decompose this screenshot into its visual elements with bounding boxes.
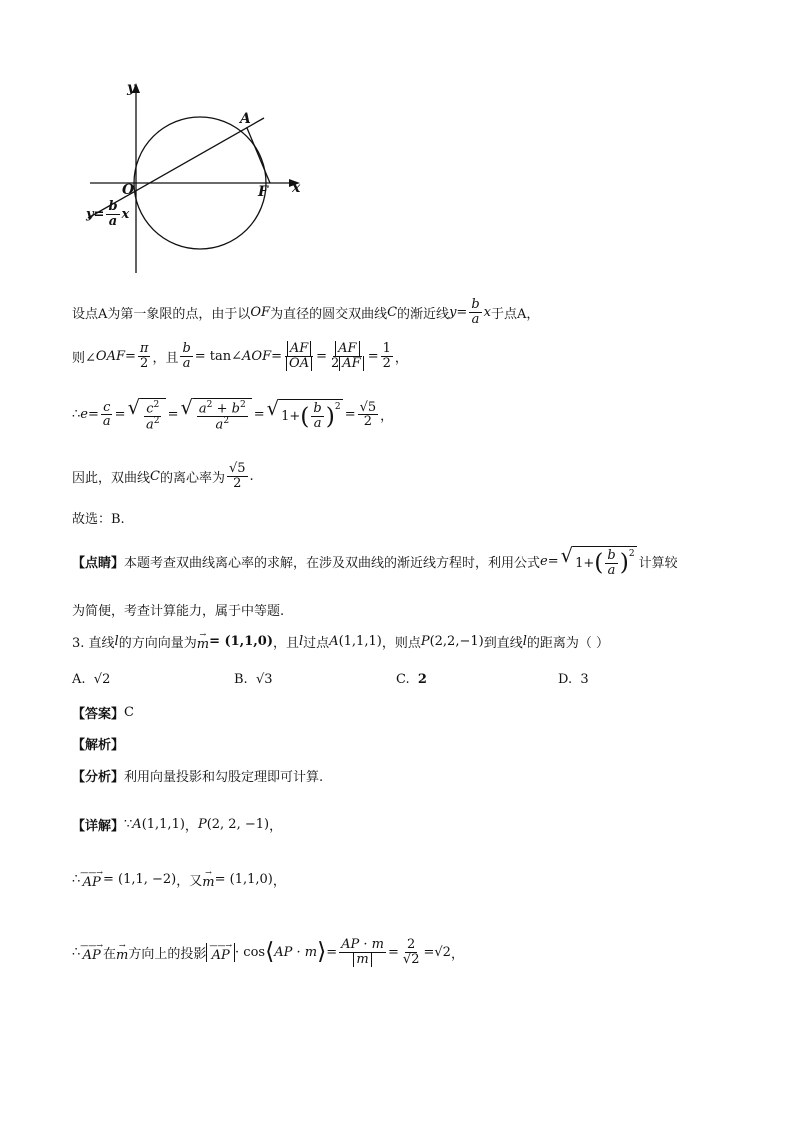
t: P [420, 634, 430, 649]
t: 2 [223, 415, 230, 426]
t: a [102, 414, 111, 430]
asym-num: b [108, 199, 118, 214]
t: 3 [580, 672, 589, 687]
t: ∴ [72, 872, 81, 887]
t: 3. 直线 [72, 636, 115, 651]
t: ∵ [124, 817, 133, 832]
sqrt: √ $\frac{a^2 + b^2}{a^2}$ [180, 398, 251, 432]
t: b [182, 341, 191, 356]
t: m [196, 637, 210, 652]
t: C [124, 705, 134, 720]
asym-prefix: y= [86, 206, 105, 222]
t: 2 [153, 400, 160, 410]
t: = [316, 348, 327, 364]
t: e [80, 407, 88, 423]
t: OA [286, 356, 312, 371]
t: ， [380, 409, 394, 425]
frac [284, 342, 314, 370]
t: ，则点 [381, 636, 421, 651]
t: 计算较 [638, 556, 678, 572]
text-line-2 [72, 342, 408, 370]
t: 设点A为第一象限的点，由于以 [72, 306, 251, 322]
t: = tan∠ [194, 348, 243, 364]
t: 2 [382, 355, 391, 371]
t: AF [287, 341, 311, 356]
t: 则∠ [72, 350, 96, 366]
asym-frac [106, 200, 119, 228]
t: e [540, 554, 548, 570]
label-f: F [258, 184, 268, 200]
t: 的距离为（ ） [526, 636, 610, 651]
t: b [607, 548, 616, 563]
t: √5 [228, 461, 246, 476]
text-line-6 [72, 546, 678, 577]
t: 1+ [281, 408, 301, 424]
t: 的方向向量为 [118, 636, 197, 651]
t: ∴ [72, 407, 81, 423]
t: 1+ [575, 555, 595, 571]
t: = [344, 407, 356, 423]
t: a [607, 562, 616, 578]
t: √2 [402, 951, 420, 967]
t: 2 [239, 400, 246, 410]
t: 2 [233, 475, 242, 491]
t: a [471, 311, 480, 327]
t: 2 [417, 672, 427, 687]
t: 2 [334, 402, 341, 413]
t: 因此，双曲线 [72, 470, 151, 486]
t: = [167, 407, 179, 423]
t: m [353, 952, 371, 967]
t: m [116, 947, 129, 963]
t: 的离心率为 [159, 470, 225, 486]
t: = [271, 348, 283, 364]
t: ， [394, 350, 408, 366]
t: ， [450, 946, 464, 962]
t: C [150, 468, 160, 484]
t: 【详解】 [72, 819, 125, 834]
t: A. [72, 672, 86, 687]
answer-line [72, 703, 134, 722]
frac [339, 938, 386, 966]
t: = [87, 407, 99, 423]
option-b[interactable] [234, 672, 273, 687]
t: 过点 [303, 636, 330, 651]
option-d[interactable] [558, 672, 589, 687]
t: = [114, 407, 126, 423]
t: x [483, 304, 491, 320]
fenxi-line [72, 766, 323, 785]
t: √5 [359, 399, 377, 415]
t: ，又 [176, 874, 203, 889]
hyperbola-figure [80, 78, 320, 283]
t: 2 [330, 355, 340, 371]
t: AP · m [274, 944, 318, 960]
t: 1 [382, 341, 391, 356]
text-line-5: 故选：B. [72, 512, 125, 527]
t: a [146, 417, 154, 433]
frac [180, 342, 192, 370]
t: AP [82, 875, 101, 890]
label-a: A [240, 111, 251, 127]
t: a [182, 355, 191, 371]
frac [138, 342, 151, 370]
t: 为直径的圆交双曲线 [270, 306, 388, 322]
t: 2 [206, 400, 213, 410]
t: + [212, 401, 232, 417]
t: ，且 [272, 636, 299, 651]
t: b [471, 297, 480, 312]
t: 到直线 [483, 636, 523, 651]
frac [227, 462, 248, 490]
t: = [367, 348, 379, 364]
t: ∴ [72, 944, 81, 960]
text-line-1 [72, 298, 539, 326]
t: A [132, 817, 142, 832]
t: . [249, 468, 254, 484]
t: √2 [434, 944, 451, 960]
sqrt: √ $\frac{c^2}{a^2}$ [128, 398, 166, 432]
t: π [139, 341, 149, 356]
t: AP [211, 947, 230, 963]
t: l [299, 634, 304, 649]
t: 本题考查双曲线离心率的求解，在涉及双曲线的渐近线方程时，利用公式 [124, 556, 541, 572]
t: c [103, 399, 111, 415]
t: b [313, 401, 322, 417]
t: ， [269, 819, 283, 834]
t: a [215, 417, 224, 433]
t: a [198, 401, 207, 417]
t: P [197, 817, 207, 832]
t: AF [339, 356, 363, 371]
t: 【点睛】 [72, 556, 125, 572]
t: 利用向量投影和勾股定理即可计算. [124, 770, 324, 785]
t: m [202, 875, 215, 890]
option-c[interactable] [396, 672, 427, 687]
frac [381, 342, 393, 370]
t: 方向上的投影 [128, 946, 207, 962]
t: (1,1,1) [141, 817, 185, 832]
t: = [423, 944, 435, 960]
t: C. [396, 672, 410, 687]
t: c [146, 401, 154, 417]
t: (1,1,1) [338, 634, 382, 649]
sqrt: √ 1+ ( $\frac{b}{a}$ ) $^2$ [266, 397, 341, 431]
frac [401, 938, 422, 966]
t: = [253, 407, 265, 423]
asym-den: a [108, 213, 118, 229]
t: 2 [407, 937, 416, 952]
t: 在 [102, 946, 116, 962]
question-3: 3. 直线 l 的方向向量为 → m = (1,1,0) ，且 l 过点 A (1,1,1) ，则点 P (2,2,−1) 到直线 l 的距离为（ ） [72, 630, 610, 652]
t: D. [558, 672, 573, 687]
detail-line-3: ∴ ——→ AP 在 → m 方向上的投影 ——→ AP · cos ⟨ AP · m ⟩ = $\frac{AP \cdot m}{m}$ = $\frac{2}{√2}$ = √2 ， [72, 937, 464, 967]
t: = [326, 944, 338, 960]
t: 【分析】 [72, 770, 125, 785]
t: 【答案】 [72, 707, 125, 722]
analysis-label: 【解析】 [72, 738, 125, 753]
frac [358, 401, 379, 429]
t: B. [234, 672, 248, 687]
t: = [456, 304, 468, 320]
t: 于点A， [491, 306, 540, 322]
t: = (1,1,0) [214, 872, 273, 887]
detail-line-1 [72, 815, 282, 834]
t: (2, 2, −1) [206, 817, 270, 832]
label-x: x [292, 180, 301, 196]
t: = (1,1,0) [209, 634, 273, 649]
t: AOF [242, 348, 272, 364]
frac [469, 298, 481, 326]
t: b [231, 401, 240, 417]
asym-suffix: x [121, 206, 130, 222]
t: C [387, 304, 398, 320]
t: √2 [93, 672, 111, 687]
t: ， [184, 819, 198, 834]
frac [101, 401, 113, 429]
t: = [388, 944, 399, 960]
t: = [124, 348, 136, 364]
t: (2,2,−1) [429, 634, 484, 649]
t: √3 [255, 672, 273, 687]
t: l [522, 634, 527, 649]
t: OAF [95, 348, 125, 364]
t: 2 [363, 414, 373, 430]
frac [329, 342, 366, 370]
text-line-3 [72, 398, 393, 432]
t: A [329, 634, 339, 649]
t: AP [82, 947, 101, 963]
t: · cos [235, 944, 266, 960]
t: 2 [628, 549, 635, 559]
t: OF [250, 304, 271, 320]
t: 的渐近线 [397, 306, 450, 322]
t: 2 [153, 415, 160, 426]
label-y: y [127, 80, 136, 96]
t: 2 [140, 355, 149, 371]
t: AP · m [341, 937, 384, 952]
t: ，且 [152, 350, 179, 366]
t: l [114, 634, 119, 649]
detail-line-2: ∴ ——→ AP = (1,1, −2) ，又 → m = (1,1,0) ， [72, 868, 286, 890]
text-line-4 [72, 462, 254, 490]
t: ， [272, 874, 286, 889]
t: AF [335, 341, 359, 356]
sqrt: √ 1+ ( $\frac{b}{a}$ ) $^2$ [560, 544, 635, 578]
text-line-7: 为简便，考查计算能力，属于中等题. [72, 604, 285, 619]
t: = (1,1, −2) [102, 872, 177, 887]
t: a [313, 415, 322, 431]
t: y [449, 304, 457, 320]
asymptote-label [86, 200, 129, 228]
label-o: O [122, 182, 135, 198]
segment-af [247, 128, 270, 183]
option-a[interactable] [72, 672, 110, 687]
t: = [547, 554, 559, 570]
